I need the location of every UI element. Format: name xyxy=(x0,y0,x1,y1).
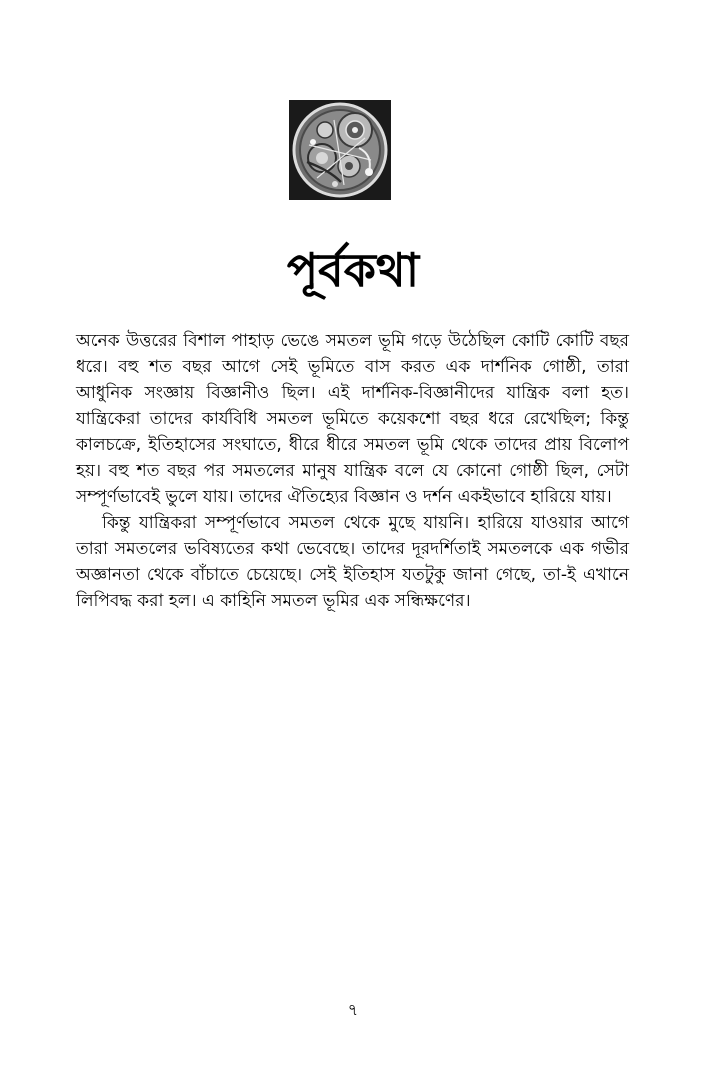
page-number: ৭ xyxy=(347,1000,359,1019)
clockwork-gears-icon xyxy=(289,100,391,200)
paragraph-2: কিন্তু যান্ত্রিকরা সম্পূর্ণভাবে সমতল থেকে মুছে যায়নি। হারিয়ে যাওয়ার আগে তারা সমতলের ভবিষ্যতের কথা ভেবেছে। তাদের দূরদর্শিতাই সমতলকে এক গভীর অজ্ঞানতা থেকে বাঁচাতে চেয়েছে। সেই ইতিহাস যতটুকু জানা গেছে, তা-ই এখানে লিপিবদ্ধ করা হল। এ কাহিনি সমতল ভূমির এক সন্ধিক্ষণের। xyxy=(76,513,629,611)
paragraph-1: অনেক উত্তরের বিশাল পাহাড় ভেঙে সমতল ভূমি গড়ে উঠেছিল কোটি কোটি বছর ধরে। বহু শত বছর আগে সেই ভূমিতে বাস করত এক দার্শনিক গোষ্ঠী, তারা আধুনিক সংজ্ঞায় বিজ্ঞানীও ছিল। এই দার্শনিক-বিজ্ঞানীদের যান্ত্রিক বলা হত। যান্ত্রিকেরা তাদের কার্যবিধি সমতল ভূমিতে কয়েকশো বছর ধরে রেখেছিল; কিন্তু কালচক্রে, ইতিহাসের সংঘাতে, ধীরে ধীরে সমতল ভূমি থেকে তাদের প্রায় বিলোপ হয়। বহু শত বছর পর সমতলের মানুষ যান্ত্রিক বলে যে কোনো গোষ্ঠী ছিল, সেটা সম্পূর্ণভাবেই ভুলে যায়। তাদের ঐতিহ্যের বিজ্ঞান ও দর্শন একইভাবে হারিয়ে যায়। xyxy=(76,331,629,507)
chapter-body xyxy=(76,328,629,614)
chapter-title: পূর্বকথা xyxy=(286,243,420,297)
